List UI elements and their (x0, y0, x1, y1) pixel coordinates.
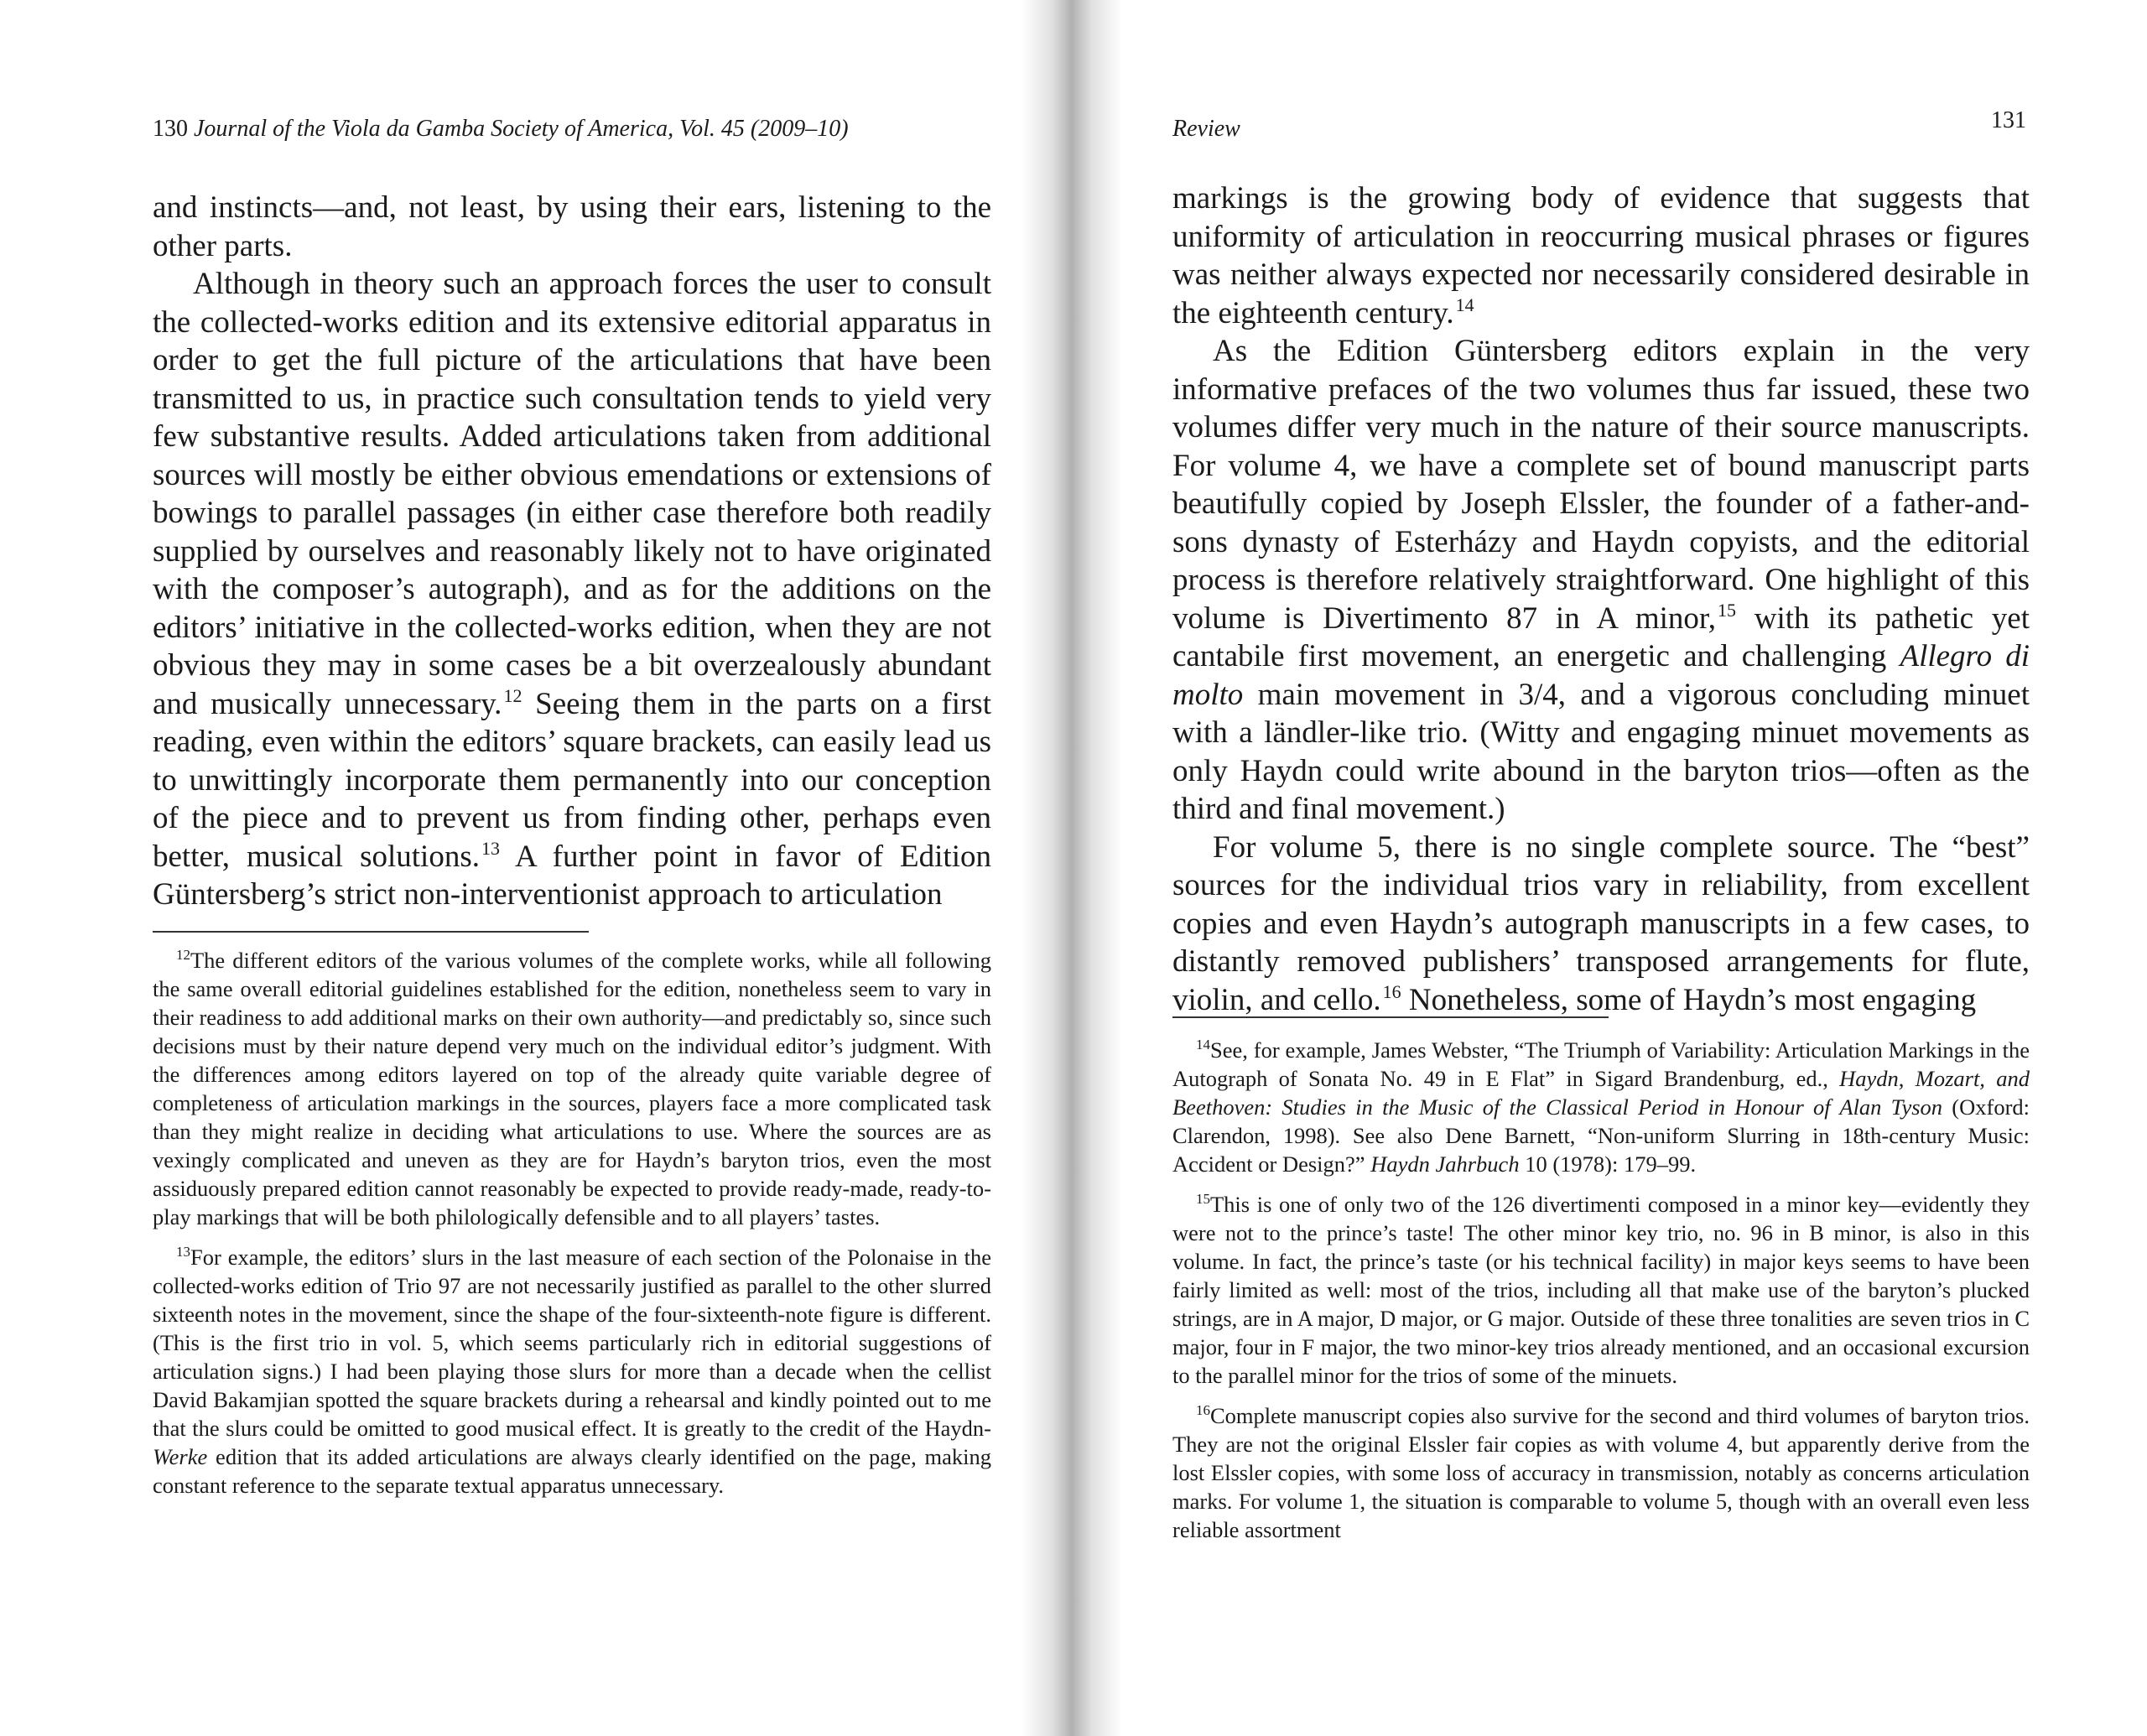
footnote-12-text: The different editors of the various volumes of the complete works, while all following the same overall editorial guidelines established for the edition, nonetheless seem to vary in their readiness to add additional marks on their own authority—and predictably so, since such decisions must by their nature depend very much on the individual editor’s judgment. With the differences among editors layered on top of the already quite variable degree of completeness of articulation markings in the sources, players face a more complicated task than they might realize in deciding what articulations to use. Where the sources are as vexingly complicated and uneven as they are for Haydn’s baryton trios, even the most assiduously prepared edition cannot reasonably be expected to provide ready-made, ready-to-play markings that will be both philologically defensible and to all players’ tastes. (153, 948, 991, 1229)
footnote-14 (1172, 1036, 2030, 1178)
left-page-number: 130 (153, 116, 188, 142)
right-p3-text-a: For volume 5, there is no single complete source. The “best” sources for the individual trios vary in reliability, from excellent copies and even Haydn’s autograph manuscripts in a few cases, to distantly removed publishers’ transposed arrangements for flute, violin, and cello. (1172, 829, 2030, 1017)
right-footnote-rule (1172, 1016, 1609, 1018)
right-paragraph-2 (1172, 332, 2030, 829)
right-paragraph-3 (1172, 829, 2030, 1020)
right-page-number: 131 (1991, 107, 2026, 133)
footnote-12-mark: 12 (176, 947, 190, 964)
left-footnote-rule (153, 931, 589, 933)
book-gutter-shadow (1022, 0, 1122, 1736)
footnote-ref-12[interactable]: 12 (503, 685, 522, 707)
footnote-14-mark: 14 (1196, 1037, 1210, 1053)
left-p2-text-a: Although in theory such an approach forces the user to consult the collected-works edition and its extensive editorial apparatus in order to get the full picture of the articulations that have been transmitted to us, in practice such consultation tends to yield very few substantive results. Added articulations taken from additional sources will mostly be either obvious emendations or extensions of bowings to parallel passages (in either case therefore both readily supplied by ourselves and reasonably likely not to have originated with the composer’s autograph), and as for the additions on the editors’ initiative in the collected-works edition, when they are not obvious they may in some cases be a bit overzealously abundant and musically unnecessary. (153, 267, 991, 721)
right-p2-text-d: , and a vigorous concluding minuet with a ländler-like trio. (Witty and engaging minuet movements as only Haydn could write abound in the baryton trios—often as the third and final movement.) (1172, 677, 2030, 826)
footnote-16-text: Complete manuscript copies also survive for the second and third volumes of baryton trios. They are not the original Elssler fair copies as with volume 4, but apparently derive from the lost Elssler copies, with some loss of accuracy in transmission, notably as concerns articulation marks. For volume 1, the situation is comparable to volume 5, though with an overall even less reliable assortment (1172, 1403, 2030, 1542)
left-page (153, 0, 991, 1736)
right-p2-italic-tempo: Allegro di molto (1172, 639, 2030, 712)
right-paragraph-1 (1172, 179, 2030, 332)
right-p2-text-a: As the Edition Güntersberg editors explain in the very informative prefaces of the two volumes thus far issued, these two volumes differ very much in the nature of their source manuscripts. For volume 4, we have a complete set of bound manuscript parts beautifully copied by Joseph Elssler, the founder of a father-and-sons dynasty of Esterházy and Haydn copyists, and the editorial process is therefore relatively straightforward. One highlight of this volume is Divertimento 87 in A minor, (1172, 334, 2030, 636)
footnote-14-text-c: 10 (1978): 179–99. (1519, 1151, 1697, 1177)
right-p1-text: markings is the growing body of evidence that suggests that uniformity of articulation in reoccurring musical phrases or figures was neither always expected nor necessarily considered desirable in the eighteenth century. (1172, 181, 2030, 330)
footnote-ref-15[interactable]: 15 (1717, 600, 1736, 621)
left-running-title: Journal of the Viola da Gamba Society of America, Vol. 45 (2009–10) (194, 116, 849, 142)
footnote-12 (153, 946, 991, 1231)
left-paragraph-2 (153, 265, 991, 914)
left-paragraph-1 (153, 189, 991, 265)
right-running-head (1172, 107, 2030, 149)
footnote-13-italic: Werke (153, 1444, 208, 1469)
time-signature: 3/4 (1518, 677, 1558, 712)
footnote-ref-14[interactable]: 14 (1455, 294, 1474, 316)
left-p1-text: and instincts—and, not least, by using their ears, listening to the other parts. (153, 190, 991, 263)
footnote-13-text-b: edition that its added articulations are always clearly identified on the page, making constant reference to the separate textual apparatus unnecessary. (153, 1444, 991, 1498)
footnote-16-mark: 16 (1196, 1402, 1210, 1419)
footnote-16 (1172, 1401, 2030, 1544)
footnote-15-mark: 15 (1196, 1191, 1210, 1208)
left-p2-text-c: A further point in favor of Edition Güntersberg’s strict non-interventionist approach to articulation (153, 839, 991, 912)
footnote-14-text-b: (Oxford: Clarendon, 1998). See also Dene Barnett, “Non-uniform Slurring in 18th-century Music: Accident or Design?” (1172, 1094, 2030, 1177)
footnote-14-italic-2: Haydn Jahrbuch (1370, 1151, 1520, 1177)
right-page (1172, 0, 2030, 1736)
footnote-15-text: This is one of only two of the 126 divertimenti composed in a minor key—evidently they were not to the prince’s taste! The other minor key trio, no. 96 in B minor, is also in this volume. In fact, the prince’s taste (or his technical facility) in major keys seems to have been fairly limited as well: most of the trios, including all that make use of the baryton’s plucked strings, are in A major, D major, or G major. Outside of these three tonalities are seven trios in C major, four in F major, the two minor-key trios already mentioned, and an occasional excursion to the parallel minor for the trios of some of the minuets. (1172, 1192, 2030, 1388)
left-body-text (153, 189, 991, 914)
right-p2-text-c: main movement in (1243, 677, 1519, 712)
right-footnotes (1172, 1036, 2030, 1556)
footnote-14-italic-1: Haydn, Mozart, and Beethoven: Studies in the Music of the Classical Period in Honour of Alan Tyson (1172, 1066, 2030, 1120)
footnote-13-mark: 13 (176, 1244, 190, 1260)
left-p2-text-b: Seeing them in the parts on a first reading, even within the editors’ square brackets, can easily lead us to unwittingly incorporate them permanently into our conception of the piece and to prevent us from finding other, perhaps even better, musical solutions. (153, 686, 991, 874)
right-body-text (1172, 179, 2030, 1019)
right-p2-text-b: with its pathetic yet cantabile first movement, an energetic and challenging (1172, 600, 2030, 673)
footnote-15 (1172, 1190, 2030, 1390)
footnote-ref-13[interactable]: 13 (481, 838, 500, 860)
right-p3-text-b: Nonetheless, some of Haydn’s most engaging (1401, 982, 1977, 1017)
left-running-head (153, 116, 991, 149)
footnote-ref-16[interactable]: 16 (1382, 981, 1401, 1003)
footnote-13-text-a: For example, the editors’ slurs in the last measure of each section of the Polonaise in the collected-works edition of Trio 97 are not necessarily justified as parallel to the other slurred sixteenth notes in the movement, since the shape of the four-sixteenth-note figure is different. (This is the first trio in vol. 5, which seems particularly rich in editorial suggestions of articulation signs.) I had been playing those slurs for more than a decade when the cellist David Bakamjian spotted the square brackets during a rehearsal and kindly pointed out to me that the slurs could be omitted to good musical effect. It is greatly to the credit of the Haydn- (153, 1245, 991, 1441)
left-footnotes (153, 946, 991, 1511)
footnote-13 (153, 1243, 991, 1500)
footnote-14-text-a: See, for example, James Webster, “The Triumph of Variability: Articulation Markings in the Autograph of Sonata No. 49 in E Flat” in Sigard Brandenburg, ed., (1172, 1037, 2030, 1091)
right-running-title: Review (1172, 116, 1240, 142)
